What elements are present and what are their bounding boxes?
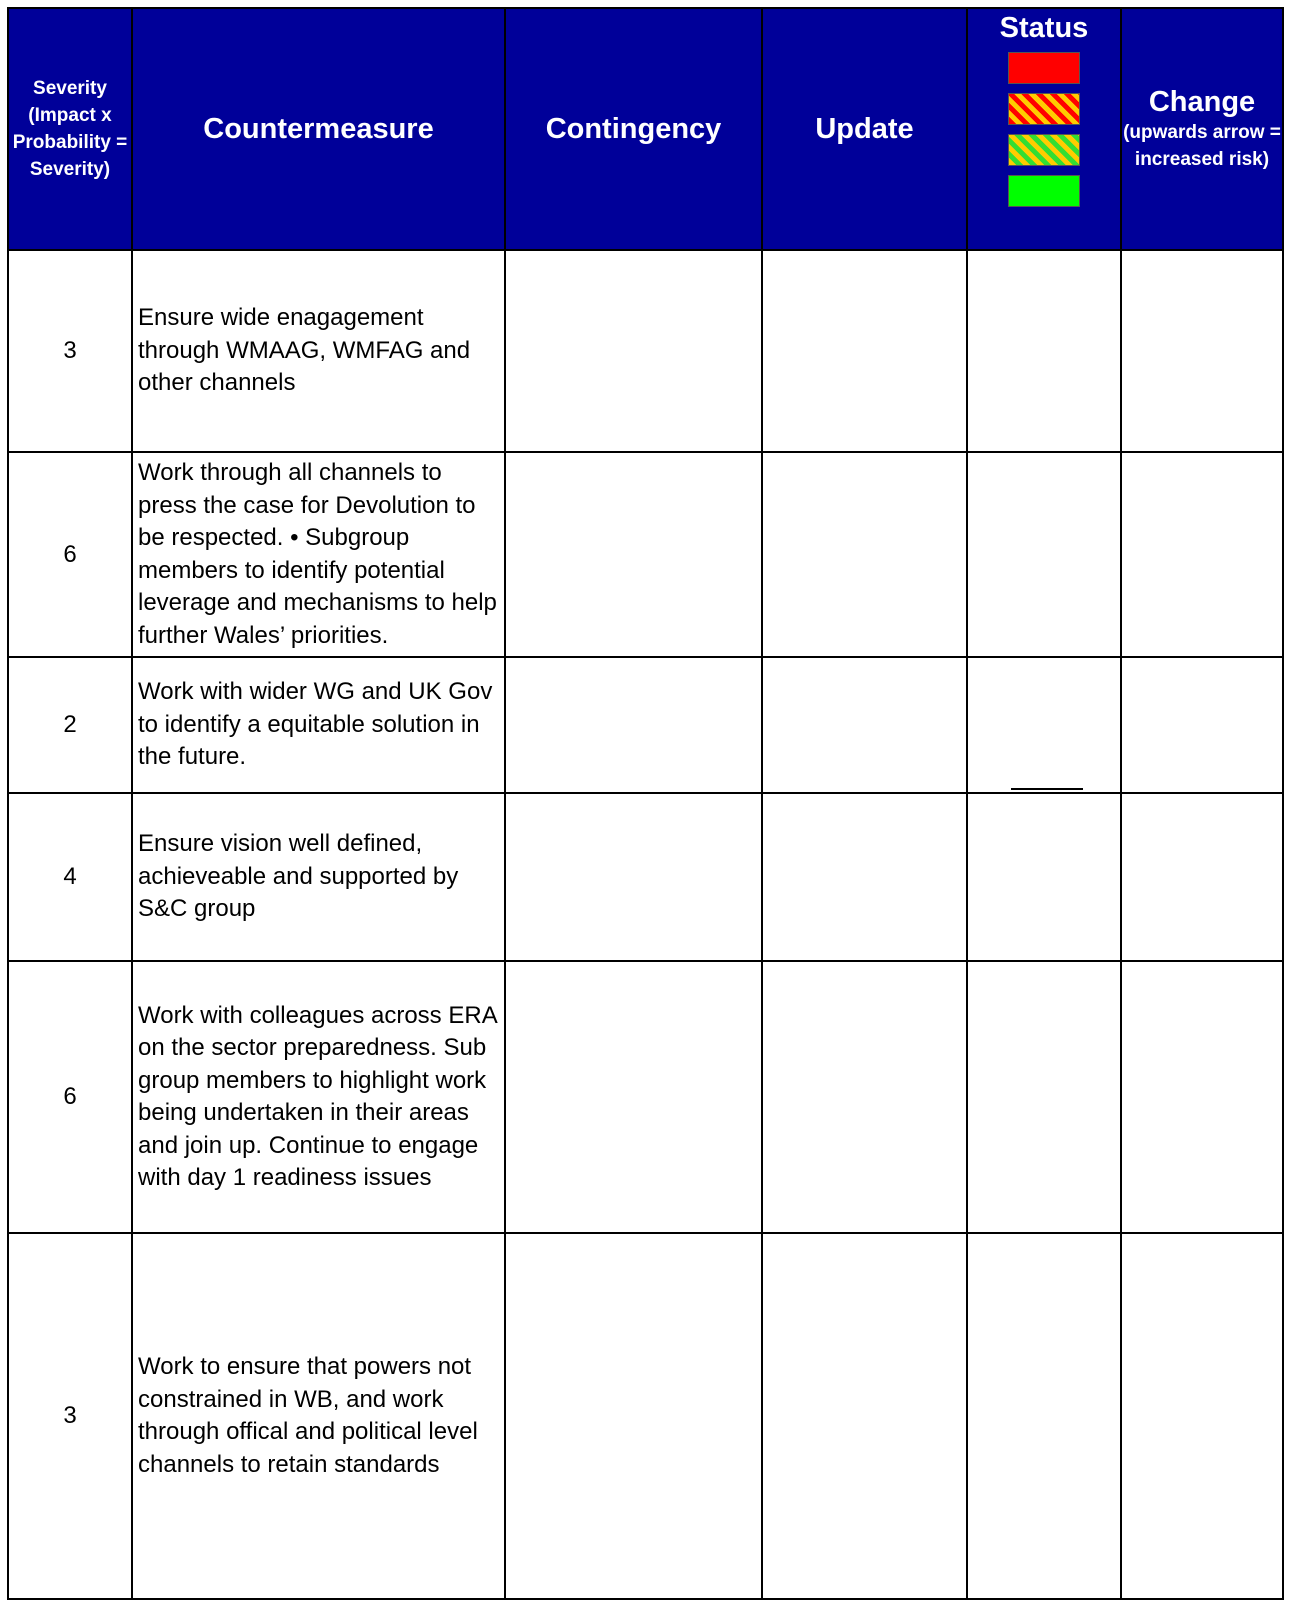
status-red-amber-swatch xyxy=(1008,93,1080,125)
contingency-cell[interactable] xyxy=(505,452,762,657)
table-row xyxy=(8,961,1283,1233)
status-red-swatch xyxy=(1008,52,1080,84)
table-row xyxy=(8,793,1283,961)
status-cell[interactable] xyxy=(967,250,1121,452)
change-cell[interactable] xyxy=(1121,250,1283,452)
table-row xyxy=(8,1233,1283,1599)
contingency-cell[interactable] xyxy=(505,250,762,452)
change-subtitle: (upwards arrow = increased risk) xyxy=(1123,121,1281,170)
severity-header: Severity (Impact x Probability = Severity) xyxy=(8,8,132,250)
change-cell[interactable] xyxy=(1121,452,1283,657)
severity-cell[interactable]: 6 xyxy=(8,452,132,657)
update-cell[interactable] xyxy=(762,793,967,961)
contingency-cell[interactable] xyxy=(505,793,762,961)
update-header: Update xyxy=(762,8,967,250)
contingency-cell[interactable] xyxy=(505,961,762,1233)
update-cell[interactable] xyxy=(762,961,967,1233)
risk-register-table xyxy=(7,7,1284,1600)
status-cell[interactable] xyxy=(967,657,1121,793)
risk-register-sheet xyxy=(7,7,1282,1600)
change-header xyxy=(1121,8,1283,250)
status-divider-mark xyxy=(1011,788,1083,790)
countermeasure-cell[interactable]: Ensure wide enagagement through WMAAG, WMFAG and other channels xyxy=(132,250,505,452)
header-row xyxy=(8,8,1283,250)
severity-cell[interactable]: 4 xyxy=(8,793,132,961)
table-row xyxy=(8,657,1283,793)
countermeasure-cell[interactable]: Ensure vision well defined, achieveable and supported by S&C group xyxy=(132,793,505,961)
status-cell[interactable] xyxy=(967,793,1121,961)
change-cell[interactable] xyxy=(1121,793,1283,961)
countermeasure-cell[interactable]: Work with colleagues across ERA on the sector preparedness. Sub group members to highlight work being undertaken in their areas and join up. Continue to engage with day 1 readiness issues xyxy=(132,961,505,1233)
severity-cell[interactable]: 3 xyxy=(8,250,132,452)
severity-cell[interactable]: 3 xyxy=(8,1233,132,1599)
change-cell[interactable] xyxy=(1121,1233,1283,1599)
status-title: Status xyxy=(999,12,1089,44)
countermeasure-cell[interactable]: Work with wider WG and UK Gov to identify a equitable solution in the future. xyxy=(132,657,505,793)
status-amber-green-swatch xyxy=(1008,134,1080,166)
countermeasure-cell[interactable]: Work to ensure that powers not constrained in WB, and work through offical and political level channels to retain standards xyxy=(132,1233,505,1599)
status-cell[interactable] xyxy=(967,961,1121,1233)
status-cell[interactable] xyxy=(967,1233,1121,1599)
status-header xyxy=(967,8,1121,250)
change-title: Change xyxy=(1148,85,1256,118)
update-cell[interactable] xyxy=(762,657,967,793)
update-cell[interactable] xyxy=(762,250,967,452)
update-cell[interactable] xyxy=(762,1233,967,1599)
update-cell[interactable] xyxy=(762,452,967,657)
contingency-header: Contingency xyxy=(505,8,762,250)
status-cell[interactable] xyxy=(967,452,1121,657)
table-row xyxy=(8,452,1283,657)
severity-cell[interactable]: 6 xyxy=(8,961,132,1233)
severity-cell[interactable]: 2 xyxy=(8,657,132,793)
table-row xyxy=(8,250,1283,452)
countermeasure-header: Countermeasure xyxy=(132,8,505,250)
status-green-swatch xyxy=(1008,175,1080,207)
change-cell[interactable] xyxy=(1121,657,1283,793)
contingency-cell[interactable] xyxy=(505,1233,762,1599)
contingency-cell[interactable] xyxy=(505,657,762,793)
countermeasure-cell[interactable]: Work through all channels to press the case for Devolution to be respected. • Subgroup members to identify potential leverage and mechanisms to help further Wales’ priorities. xyxy=(132,452,505,657)
change-cell[interactable] xyxy=(1121,961,1283,1233)
